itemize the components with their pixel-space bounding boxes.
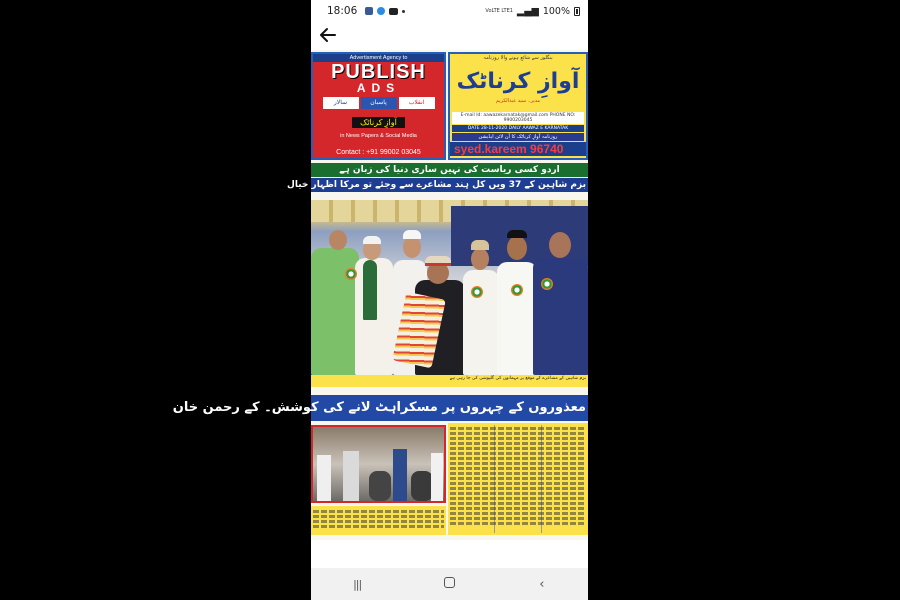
ad-block [311, 52, 446, 160]
rosette-badge [471, 286, 483, 298]
photo-caption: بزم شاہین کے مشاعرے کے موقع پر مہمانوں کی گلپوشی کی جا رہی ہے [311, 375, 588, 387]
arrow-left-icon [319, 26, 337, 44]
text-line [450, 497, 586, 500]
text-line [450, 447, 586, 450]
masthead-email-text: E-mail Id: aawazekarnatak@gmail.com [460, 113, 549, 118]
green-scarf [363, 260, 377, 320]
phone-screen [172, 0, 588, 600]
text-line [450, 517, 586, 520]
text-line [313, 520, 444, 523]
masthead [448, 52, 588, 160]
person [311, 248, 359, 375]
ad-logos [313, 97, 444, 109]
white-cap [403, 230, 421, 239]
back-arrow-button[interactable] [319, 26, 339, 46]
facebook-icon [365, 7, 373, 15]
text-line [313, 515, 444, 518]
person-head [471, 248, 489, 270]
text-line [450, 432, 586, 435]
ad-contact: Contact : +91 99002 03045 [336, 149, 421, 156]
turban [425, 256, 451, 266]
text-line [450, 437, 586, 440]
text-line [450, 467, 586, 470]
recent-apps-icon: ||| [353, 577, 362, 591]
ad-media-line: in News Papers & Social Media [340, 133, 417, 139]
text-line [450, 452, 586, 455]
person-head [507, 236, 527, 260]
masthead-strip: روزنامہ آوازِ کرناٹک کا آن لائن ایڈیشن [452, 133, 584, 141]
battery-icon [574, 7, 580, 16]
text-line [313, 510, 444, 513]
ad-ads-text: ADS [356, 81, 401, 95]
system-nav-bar [311, 568, 588, 600]
text-line [450, 512, 586, 515]
masthead-email [452, 112, 584, 124]
text-line [450, 427, 586, 430]
newspaper-logo: سالار [323, 97, 359, 109]
article-columns [448, 423, 588, 535]
article-columns-bottom [311, 506, 446, 535]
text-line [450, 477, 586, 480]
scooter-photo [311, 425, 446, 503]
newspaper-logo: پاسبان [361, 97, 397, 109]
text-line [450, 442, 586, 445]
person-head [329, 230, 347, 250]
event-photo [311, 200, 588, 375]
masthead-date-line: DATE 28-11-2020 DAILY AAWAZ E KARNATAK [452, 125, 584, 132]
recent-apps-button[interactable] [337, 578, 377, 591]
person [317, 455, 331, 501]
headline-urdu-language: اردو کسی ریاست کی نہیں ساری دنیا کی زبان ہے [311, 163, 588, 177]
text-line [450, 502, 586, 505]
masthead-handle: syed.kareem 96740 [450, 142, 586, 156]
rosette-badge [511, 284, 523, 296]
person [393, 449, 407, 501]
messenger-icon [377, 7, 385, 15]
masthead-editor: مدیر۔ سید عبدالکریم [495, 98, 541, 104]
battery-percent: 100% [542, 5, 570, 17]
notification-dot-icon [402, 10, 405, 13]
status-right [485, 6, 580, 17]
status-left [327, 5, 485, 17]
headline-rahman-khan: معذوروں کے چہروں پر مسکراہٹ لانے کی کوشش۔ کے رحمن خان [311, 395, 588, 421]
text-line [313, 525, 444, 528]
status-time: 18:06 [327, 5, 358, 17]
person [497, 262, 537, 375]
ad-agency-text: Advertisment Agency to [313, 54, 444, 62]
text-line [450, 462, 586, 465]
newspaper-logo: انقلاب [399, 97, 435, 109]
newspaper-image[interactable] [172, 50, 588, 540]
white-cap [363, 236, 381, 244]
home-button[interactable] [429, 577, 469, 592]
text-line [450, 507, 586, 510]
scooter [411, 471, 433, 501]
text-line [450, 522, 586, 525]
home-icon [444, 577, 455, 588]
person-head [549, 232, 571, 258]
headline-mushaira: بزم شاہین کے 37 ویں کل ہند مشاعرے سے وجئے تو مرکا اظہار خیال [287, 180, 586, 190]
person [343, 451, 359, 501]
text-line [450, 457, 586, 460]
masthead-title: آوازِ کرناٹک [456, 69, 580, 94]
person-head [403, 236, 421, 258]
scooter [369, 471, 391, 501]
network-indicator: VoLTE LTE1 [485, 7, 513, 14]
person [431, 453, 443, 501]
text-line [450, 472, 586, 475]
status-bar [311, 0, 588, 22]
system-back-button[interactable] [522, 577, 562, 592]
youtube-icon [389, 8, 398, 15]
text-line [450, 487, 586, 490]
ad-awaz-label: آوازِ کرناٹک [352, 117, 405, 128]
back-icon: ‹ [539, 576, 545, 592]
text-line [450, 482, 586, 485]
signal-icon: ▂▄▆ [516, 5, 539, 17]
masthead-phone-text: PHONE NO: 9900203045 [503, 113, 576, 123]
black-cap [507, 230, 527, 238]
rosette-badge [345, 268, 357, 280]
cap [471, 240, 489, 250]
text-line [450, 492, 586, 495]
masthead-top-line: بنگلور سے شائع ہونے والا روزنامہ [483, 55, 553, 61]
person-suit [533, 258, 588, 375]
app-bar [311, 22, 588, 50]
ad-publish-text: PUBLISH [331, 61, 426, 83]
person [463, 270, 499, 375]
rosette-badge [541, 278, 553, 290]
